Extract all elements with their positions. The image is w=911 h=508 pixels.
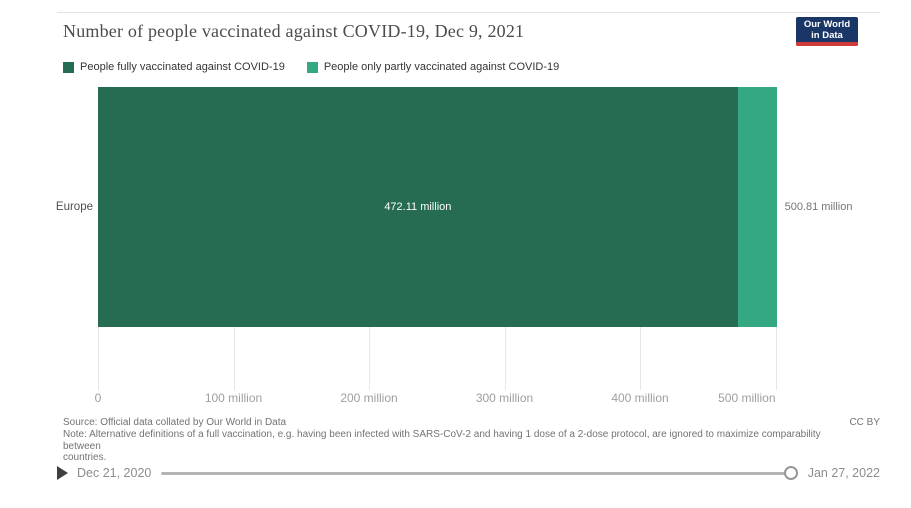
source-text: Source: Official data collated by Our World in Data	[63, 417, 287, 428]
timeline-track[interactable]	[161, 466, 797, 480]
license-link[interactable]: CC BY	[849, 417, 880, 428]
legend-item[interactable]	[63, 61, 285, 73]
legend-swatch-icon	[307, 62, 318, 73]
legend-label: People only partly vaccinated against COVID-19	[323, 61, 560, 73]
legend-item[interactable]	[307, 61, 559, 73]
bar-total-label: 500.81 million	[784, 201, 853, 213]
x-axis-tick-label: 300 million	[475, 391, 534, 405]
x-axis-tick-label: 500 million	[718, 391, 776, 405]
legend-label: People fully vaccinated against COVID-19	[80, 61, 285, 73]
owid-logo-text: Our World in Data	[803, 18, 851, 41]
bar-value-label: 472.11 million	[384, 201, 452, 213]
x-axis-tick-label: 100 million	[204, 391, 263, 405]
bar-segment[interactable]	[738, 87, 777, 327]
header-divider	[57, 12, 880, 13]
timeline-handle[interactable]	[784, 466, 798, 480]
timeline-track-line	[161, 472, 790, 475]
footer-source-row	[63, 417, 880, 428]
footer-note	[63, 429, 880, 464]
x-axis-tick-label: 200 million	[340, 391, 398, 405]
timeline-end-date[interactable]: Jan 27, 2022	[807, 466, 880, 480]
play-icon[interactable]	[57, 466, 68, 480]
bar-europe[interactable]	[98, 87, 777, 327]
plot-area	[94, 87, 888, 405]
note-line: between	[63, 440, 101, 452]
owid-logo[interactable]	[796, 17, 858, 46]
chart-title: Number of people vaccinated against COVID-19, Dec 9, 2021	[63, 21, 525, 41]
entity-label-europe[interactable]: Europe	[55, 201, 93, 213]
x-axis-tick-label: 0	[94, 391, 102, 405]
chart-legend	[63, 61, 559, 73]
note-line: Note: Alternative definitions of a full vaccination, e.g. having been infected with SARS-CoV-2 and having 1 dose of a 2-dose protocol, are ignored to maximize comparability	[63, 429, 821, 440]
owid-logo-stripe	[796, 42, 858, 46]
x-axis-tick-label: 400 million	[611, 391, 669, 405]
bar-segment[interactable]	[98, 87, 738, 327]
note-line: countries.	[63, 452, 107, 463]
legend-swatch-icon	[63, 62, 74, 73]
timeline-start-date[interactable]: Dec 21, 2020	[77, 466, 152, 480]
timeline-slider	[57, 463, 880, 483]
